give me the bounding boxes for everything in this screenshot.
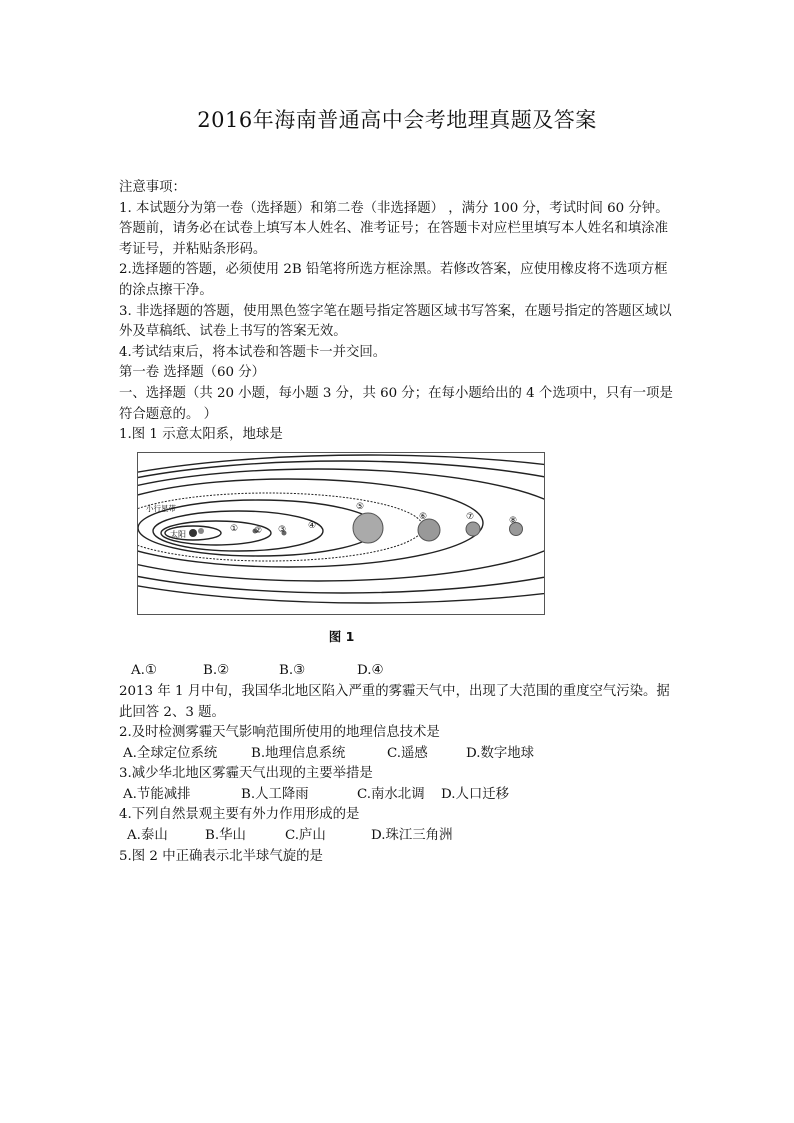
notice-item-1: 1. 本试题分为第一卷（选择题）和第二卷（非选择题） ，满分 100 分，考试时间 60 分钟。	[119, 200, 669, 216]
question-2-stem: 2.及时检测雾霾天气影响范围所使用的地理信息技术是	[119, 725, 440, 741]
planet-label-5: ⑤	[356, 501, 365, 512]
section-instruction: 一、选择题（共 20 小题，每小题 3 分，共 60 分；在每小题给出的 4 个选项中，只有一项是符合题意的。 ）	[119, 385, 673, 422]
planet-label-2: ②	[254, 525, 263, 536]
question-2-options	[119, 744, 679, 765]
sun-label: 太阳	[170, 529, 186, 539]
q4-option-c: C.庐山	[285, 828, 326, 844]
q3-option-a: A.节能减排	[123, 786, 191, 802]
notice-item-4: 3. 非选择题的答题，使用黑色签字笔在题号指定答题区域书写答案，在题号指定的答题区域以外及草稿纸、试卷上书写的答案无效。	[119, 303, 672, 340]
notice-item-5: 4.考试结束后，将本试卷和答题卡一并交回。	[119, 344, 387, 360]
q1-option-d: D.④	[357, 663, 384, 679]
question-3-stem: 3.减少华北地区雾霾天气出现的主要举措是	[119, 766, 373, 782]
question-3-options	[119, 785, 679, 806]
sun-dot	[189, 529, 197, 537]
q1-option-c: B.③	[279, 663, 306, 679]
planet-label-6: ⑥	[419, 511, 428, 522]
planet-label-4: ④	[308, 520, 317, 531]
q4-option-b: B.华山	[205, 828, 246, 844]
planet-label-7: ⑦	[466, 511, 475, 522]
solar-system-diagram	[138, 453, 544, 614]
notice-item-2: 答题前，请务必在试卷上填写本人姓名、准考证号；在答题卡对应栏里填写本人姓名和填涂准考证号，并粘贴条形码。	[119, 221, 669, 257]
q1-option-b: B.②	[203, 663, 230, 679]
q4-option-d: D.珠江三角洲	[371, 828, 453, 844]
page-title: 2016年海南普通高中会考地理真题及答案	[197, 108, 597, 132]
question-1-options	[119, 661, 679, 682]
planet-dot	[198, 528, 204, 534]
q2-option-d: D.数字地球	[466, 745, 535, 761]
q1-option-a: A.①	[131, 663, 157, 679]
notice-heading: 注意事项：	[119, 180, 186, 195]
planet-dot	[353, 513, 383, 543]
question-1-stem: 1.图 1 示意太阳系，地球是	[119, 427, 283, 443]
q3-option-d: D.人口迁移	[441, 786, 510, 802]
q3-option-c: C.南水北调	[357, 786, 425, 802]
notice-item-3: 2.选择题的答题，必须使用 2B 铅笔将所选方框涂黑。若修改答案，应使用橡皮将不选项方框的涂点擦干净。	[119, 262, 668, 298]
planet-label-3: ③	[278, 524, 287, 535]
asteroid-belt-label: 小行星带	[146, 503, 176, 513]
section-title: 第一卷 选择题（60 分）	[119, 365, 266, 381]
exam-content	[119, 178, 679, 867]
figure-caption: 图 1	[328, 628, 355, 644]
q4-option-a: A.泰山	[127, 828, 168, 844]
planet-dot	[466, 522, 480, 536]
question-4-options	[119, 826, 679, 847]
planet-label-8: ⑧	[509, 515, 518, 526]
solar-system-figure	[137, 452, 545, 615]
planet-dot	[418, 519, 440, 541]
passage-2-3: 2013 年 1 月中旬，我国华北地区陷入严重的雾霾天气中，出现了大范围的重度空气污染。据此回答 2、3 题。	[119, 683, 670, 720]
q2-option-a: A.全球定位系统	[123, 745, 218, 761]
question-4-stem: 4.下列自然景观主要有外力作用形成的是	[119, 807, 360, 823]
question-5-stem: 5.图 2 中正确表示北半球气旋的是	[119, 848, 323, 864]
q2-option-c: C.遥感	[387, 745, 428, 761]
q3-option-b: B.人工降雨	[241, 786, 309, 802]
q2-option-b: B.地理信息系统	[251, 745, 346, 761]
planet-label-1: ①	[230, 523, 239, 534]
